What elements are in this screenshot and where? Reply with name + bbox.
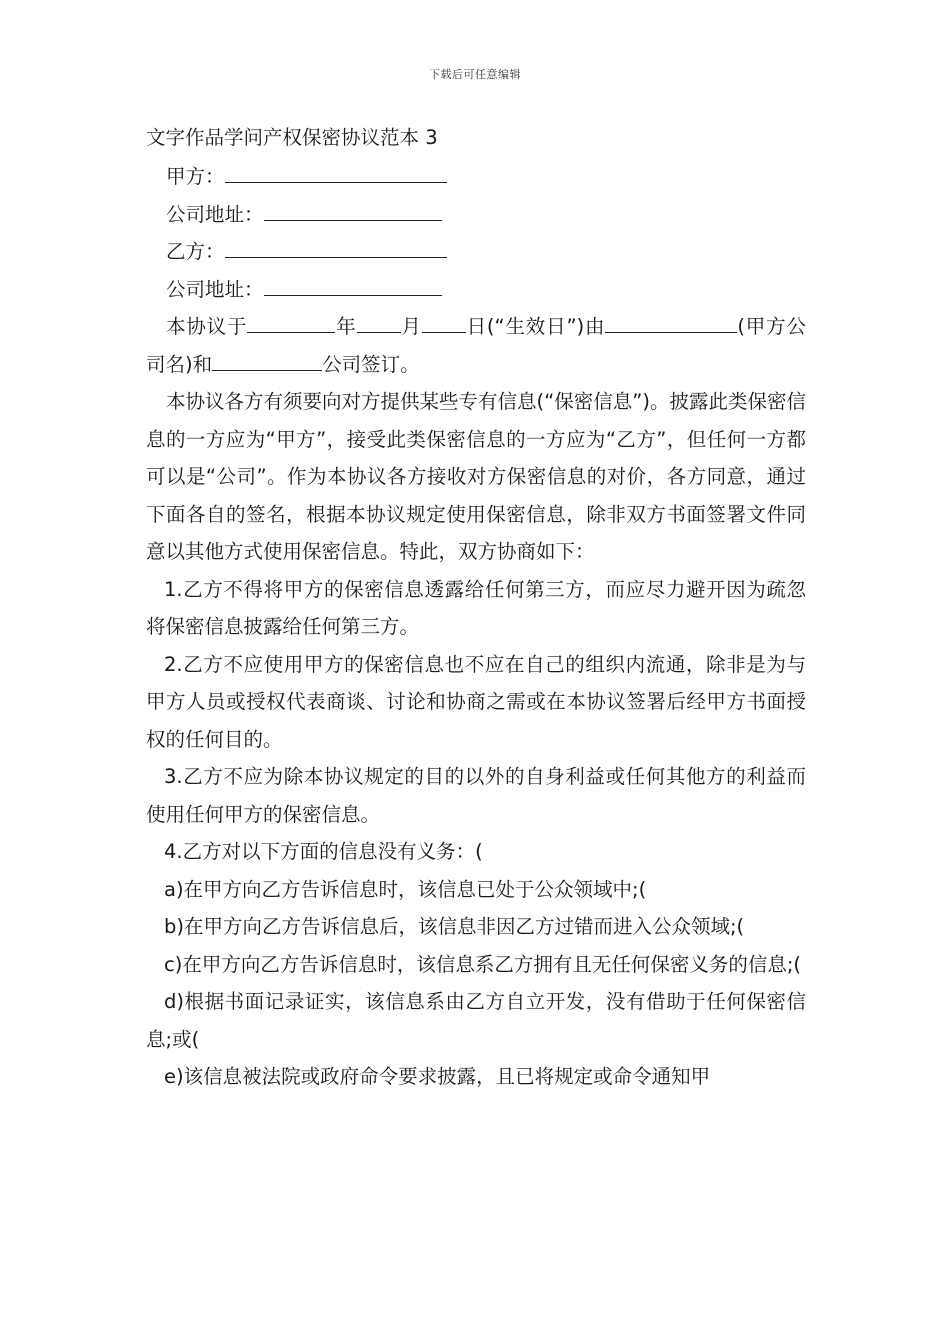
- party-a-label: 甲方：: [166, 165, 225, 188]
- party-a-address-field: [146, 196, 806, 234]
- agreement-text-2: 年: [335, 315, 357, 338]
- agreement-text-1: 本协议于: [166, 315, 248, 338]
- party-a-field: [146, 158, 806, 196]
- month-blank[interactable]: [357, 310, 401, 333]
- page-header-note: 下载后可任意编辑: [429, 68, 521, 81]
- party-b-label: 乙方：: [166, 240, 225, 263]
- clause-subitem: c)在甲方向乙方告诉信息时，该信息系乙方拥有且无任何保密义务的信息;(: [164, 952, 802, 976]
- party-a-address-blank[interactable]: [264, 198, 442, 221]
- intro-paragraph: 本协议各方有须要向对方提供某些专有信息(“保密信息”)。披露此类保密信息的一方应为“甲方”，接受此类保密信息的一方应为“乙方”，但任何一方都可以是“公司”。作为本协议各方接收对方保密信息的对价，各方同意，通过下面各自的签名，根据本协议规定使用保密信息，除非双方书面签署文件同意以其他方式使用保密信息。特此，双方协商如下：: [146, 390, 806, 563]
- agreement-text-4: 日(“生效日”)由: [465, 315, 606, 338]
- agreement-text-3: 月: [400, 315, 422, 338]
- party-b-address-field: [146, 271, 806, 309]
- clause-item: 4.乙方对以下方面的信息没有义务：(: [164, 840, 483, 863]
- clause-item: 3.乙方不应为除本协议规定的目的以外的自身利益或任何其他方的利益而使用任何甲方的保密信息。: [146, 765, 806, 826]
- clause-item: 1.乙方不得将甲方的保密信息透露给任何第三方，而应尽力避开因为疏忽将保密信息披露给任何第三方。: [146, 577, 806, 638]
- agreement-text-5: (甲方公司名)和: [146, 315, 806, 376]
- party-b-field: [146, 233, 806, 271]
- agreement-text-6: 公司签订。: [322, 352, 420, 376]
- party-b-address-blank[interactable]: [264, 273, 442, 296]
- agreement-date-paragraph: [146, 308, 806, 383]
- party-b-address-label: 公司地址：: [166, 277, 264, 301]
- document-title: 文字作品学问产权保密协议范本 3: [146, 126, 438, 149]
- party-a-blank[interactable]: [225, 160, 447, 183]
- party-b-company-blank[interactable]: [212, 348, 322, 371]
- party-a-company-blank[interactable]: [605, 310, 737, 333]
- clause-subitem: e)该信息被法院或政府命令要求披露，且已将规定或命令通知甲: [164, 1065, 711, 1088]
- clause-item: 2.乙方不应使用甲方的保密信息也不应在自己的组织内流通，除非是为与甲方人员或授权代表商谈、讨论和协商之需或在本协议签署后经甲方书面授权的任何目的。: [146, 652, 806, 751]
- clause-subitem: d)根据书面记录证实，该信息系由乙方自立开发，没有借助于任何保密信息;或(: [146, 990, 806, 1051]
- party-a-address-label: 公司地址：: [166, 202, 264, 226]
- clause-subitem: a)在甲方向乙方告诉信息时，该信息已处于公众领域中;(: [164, 877, 647, 901]
- document-body: [146, 118, 806, 1096]
- year-blank[interactable]: [247, 310, 335, 333]
- clause-subitem: b)在甲方向乙方告诉信息后，该信息非因乙方过错而进入公众领域;(: [164, 915, 745, 938]
- day-blank[interactable]: [422, 310, 466, 333]
- party-b-blank[interactable]: [225, 235, 447, 258]
